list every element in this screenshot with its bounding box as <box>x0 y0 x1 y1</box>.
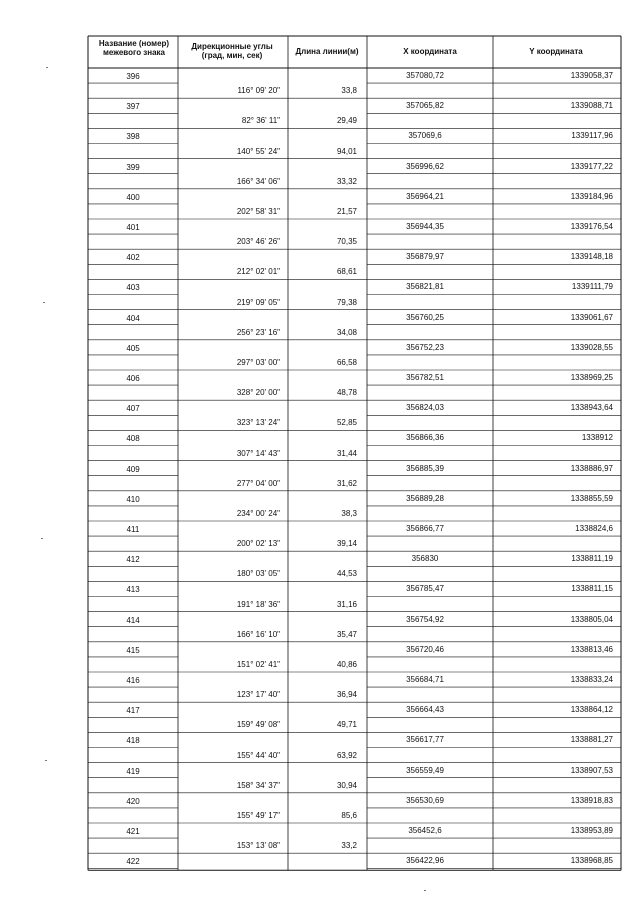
line-length: 68,61 <box>336 267 357 277</box>
direction-angle: 140° 55' 24" <box>236 146 280 156</box>
y-coordinate: 1339088,71 <box>570 101 613 111</box>
direction-angle: 200° 02' 13" <box>236 539 280 549</box>
direction-angle: 328° 20' 00" <box>236 388 280 398</box>
direction-angle: 151° 02' 41" <box>236 659 280 669</box>
direction-angle: 219° 09' 05" <box>236 297 280 307</box>
y-coordinate: 1338805,04 <box>570 614 613 624</box>
line-length: 21,57 <box>336 206 357 216</box>
x-coordinate: 356559,49 <box>406 765 444 775</box>
y-coordinate: 1339058,37 <box>570 71 613 80</box>
x-coordinate: 356617,77 <box>406 735 444 745</box>
y-coordinate: 1338886,97 <box>570 463 613 473</box>
direction-angle: 234° 00' 24" <box>236 508 280 518</box>
point-name: 416 <box>126 676 140 685</box>
x-coordinate: 356824,03 <box>406 403 444 413</box>
direction-angle: 166° 34' 06" <box>236 176 280 186</box>
y-coordinate: 1339177,22 <box>570 161 613 171</box>
x-coordinate: 356996,62 <box>406 161 444 171</box>
point-name: 419 <box>126 766 140 776</box>
line-length: 33,8 <box>341 86 357 96</box>
x-coordinate: 357069,6 <box>408 131 442 141</box>
direction-angle: 203° 46' 26" <box>236 237 280 247</box>
y-coordinate: 1339176,54 <box>570 222 613 231</box>
x-coordinate: 356944,35 <box>406 222 444 231</box>
line-length: 33,2 <box>341 841 357 851</box>
direction-angle: 123° 17' 40" <box>236 690 280 700</box>
direction-angle: 166° 16' 10" <box>236 629 280 639</box>
line-length: 34,08 <box>336 327 357 337</box>
point-name: 412 <box>126 555 140 565</box>
point-name: 406 <box>126 374 140 383</box>
y-coordinate: 1339028,55 <box>570 342 613 352</box>
line-length: 30,94 <box>336 780 357 790</box>
line-length: 79,38 <box>336 297 357 307</box>
y-coordinate: 1338881,27 <box>570 735 613 745</box>
y-coordinate: 1338912 <box>581 433 613 443</box>
y-coordinate: 1338824,6 <box>575 524 613 533</box>
y-coordinate: 1338907,53 <box>570 765 613 775</box>
point-name: 402 <box>126 253 140 263</box>
point-name: 414 <box>126 615 140 625</box>
x-coordinate: 356684,71 <box>406 675 444 684</box>
x-coordinate: 356866,77 <box>406 524 444 533</box>
y-coordinate: 1339111,79 <box>571 282 613 292</box>
line-length: 66,58 <box>336 357 357 367</box>
x-coordinate: 356782,51 <box>406 373 444 382</box>
direction-angle: 155° 44' 40" <box>236 750 280 760</box>
direction-angle: 297° 03' 00" <box>236 357 280 367</box>
x-coordinate: 356760,25 <box>406 312 444 322</box>
direction-angle: 256° 23' 16" <box>236 327 280 337</box>
x-coordinate: 357065,82 <box>406 101 444 111</box>
point-name: 415 <box>126 645 140 655</box>
point-name: 404 <box>126 313 140 323</box>
x-coordinate: 356530,69 <box>406 795 444 805</box>
direction-angle: 180° 03' 05" <box>236 569 280 579</box>
scan-speck <box>424 890 426 891</box>
line-length: 48,78 <box>336 388 357 398</box>
point-name: 401 <box>126 223 140 232</box>
point-name: 413 <box>126 585 140 595</box>
direction-angle: 202° 58' 31" <box>236 206 280 216</box>
point-name: 397 <box>126 102 140 112</box>
direction-angle: 155° 49' 17" <box>236 810 280 820</box>
x-coordinate: 356664,43 <box>406 705 444 715</box>
y-coordinate: 1338864,12 <box>570 705 613 715</box>
line-length: 31,16 <box>336 599 357 609</box>
y-coordinate: 1338918,83 <box>570 795 613 805</box>
header-point-name: Название (номер) межевого знака <box>98 39 170 57</box>
line-length: 36,94 <box>336 690 357 700</box>
direction-angle: 277° 04' 00" <box>236 478 280 488</box>
y-coordinate: 1338969,25 <box>570 373 613 382</box>
x-coordinate: 356752,23 <box>406 342 444 352</box>
point-name: 410 <box>126 494 140 504</box>
point-name: 417 <box>126 706 140 716</box>
x-coordinate: 356885,39 <box>406 463 444 473</box>
y-coordinate: 1338813,46 <box>570 644 613 654</box>
point-name: 405 <box>126 343 140 353</box>
x-coordinate: 356964,21 <box>406 191 444 201</box>
x-coordinate: 356821,81 <box>406 282 444 292</box>
direction-angle: 82° 36' 11" <box>241 116 280 126</box>
x-coordinate: 356785,47 <box>406 584 444 594</box>
y-coordinate: 1338968,85 <box>570 856 613 866</box>
line-length: 29,49 <box>336 116 357 126</box>
y-coordinate: 1338855,59 <box>570 493 613 503</box>
x-coordinate: 356830 <box>411 554 439 564</box>
line-length: 49,71 <box>336 720 357 730</box>
point-name: 403 <box>126 283 140 293</box>
line-length: 70,35 <box>336 237 357 247</box>
direction-angle: 158° 34' 37" <box>236 780 280 790</box>
header-x-coordinate: X координата <box>403 47 457 56</box>
point-name: 411 <box>126 525 140 534</box>
scan-speck <box>43 302 45 303</box>
line-length: 40,86 <box>336 659 357 669</box>
scan-speck <box>46 67 48 68</box>
point-name: 399 <box>126 162 140 172</box>
point-name: 420 <box>126 796 140 806</box>
y-coordinate: 1339061,67 <box>570 312 613 322</box>
line-length: 85,6 <box>341 810 357 820</box>
direction-angle: 323° 13' 24" <box>236 418 280 428</box>
direction-angle: 307° 14' 43" <box>236 448 280 458</box>
point-name: 408 <box>126 434 140 444</box>
point-name: 396 <box>126 72 140 81</box>
x-coordinate: 356422,96 <box>406 856 444 866</box>
y-coordinate: 1338811,15 <box>571 584 613 594</box>
line-length: 38,3 <box>341 508 357 518</box>
direction-angle: 159° 49' 08" <box>236 720 280 730</box>
header-line-length: Длина линии(м) <box>295 47 359 56</box>
y-coordinate: 1338811,19 <box>571 554 613 564</box>
direction-angle: 191° 18' 36" <box>236 599 280 609</box>
y-coordinate: 1339184,96 <box>570 191 613 201</box>
x-coordinate: 356754,92 <box>406 614 444 624</box>
x-coordinate: 356452,6 <box>408 826 442 835</box>
direction-angle: 153° 13' 08" <box>236 841 280 851</box>
x-coordinate: 356866,36 <box>406 433 444 443</box>
y-coordinate: 1338943,64 <box>570 403 613 413</box>
scan-speck <box>45 760 47 761</box>
point-name: 418 <box>126 736 140 746</box>
y-coordinate: 1339117,96 <box>571 131 613 141</box>
y-coordinate: 1339148,18 <box>570 252 613 262</box>
line-length: 44,53 <box>336 569 357 579</box>
x-coordinate: 356720,46 <box>406 644 444 654</box>
x-coordinate: 356889,28 <box>406 493 444 503</box>
line-length: 39,14 <box>336 539 357 549</box>
point-name: 407 <box>126 404 140 414</box>
line-length: 52,85 <box>336 418 357 428</box>
direction-angle: 116° 09' 20" <box>237 86 280 96</box>
line-length: 63,92 <box>336 750 357 760</box>
point-name: 409 <box>126 464 140 474</box>
line-length: 94,01 <box>336 146 357 156</box>
y-coordinate: 1338833,24 <box>570 675 613 684</box>
line-length: 31,62 <box>336 478 357 488</box>
point-name: 421 <box>126 827 140 836</box>
direction-angle: 212° 02' 01" <box>236 267 280 277</box>
header-y-coordinate: Y координата <box>529 47 583 56</box>
x-coordinate: 356879,97 <box>406 252 444 262</box>
point-name: 400 <box>126 192 140 202</box>
point-name: 398 <box>126 132 140 142</box>
line-length: 33,32 <box>336 176 357 186</box>
header-direction-angle: Дирекционные углы (град, мин, сек) <box>191 42 273 60</box>
scan-speck <box>41 538 43 539</box>
line-length: 31,44 <box>336 448 357 458</box>
line-length: 35,47 <box>336 629 357 639</box>
point-name: 422 <box>126 857 140 867</box>
y-coordinate: 1338953,89 <box>570 826 613 835</box>
x-coordinate: 357080,72 <box>406 71 444 80</box>
